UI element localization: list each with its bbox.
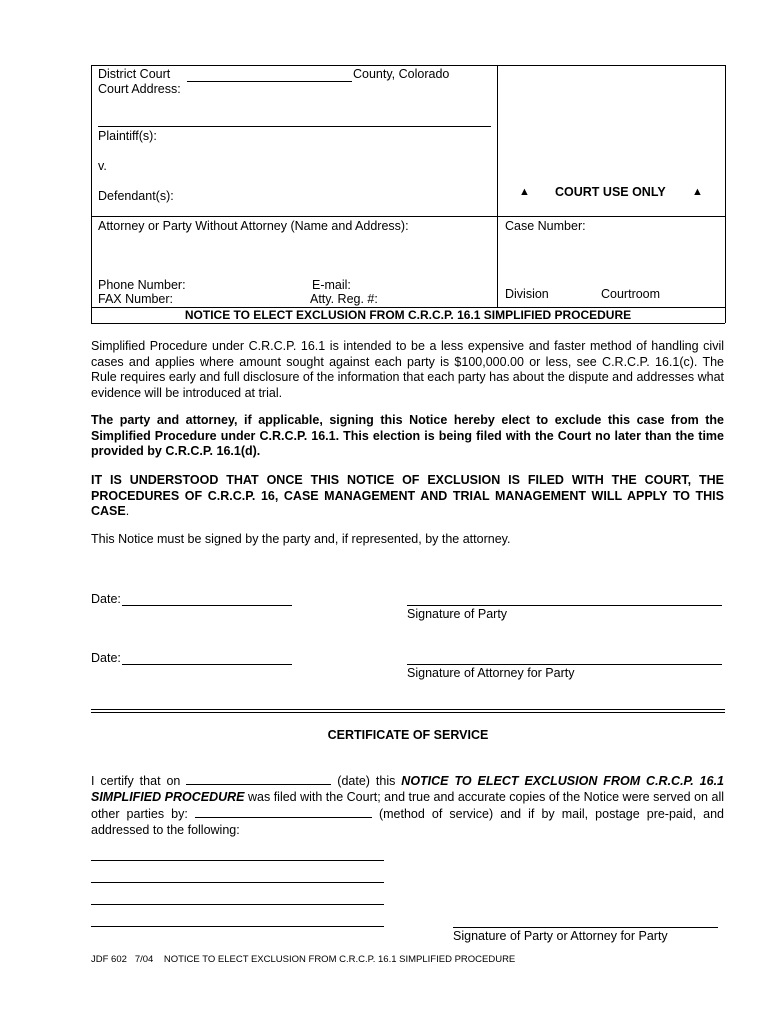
date-party-blank[interactable] [122,605,292,606]
court-use-only-label: COURT USE ONLY [555,185,666,199]
phone-label: Phone Number: [98,278,186,292]
final-signature-line[interactable] [453,927,718,928]
up-arrow-icon: ▲ [692,186,703,198]
party-signature-label: Signature of Party [407,607,508,621]
certificate-text: (date) this [337,774,396,788]
courtroom-label: Courtroom [601,287,661,301]
notice-title: NOTICE TO ELECT EXCLUSION FROM C.R.C.P. 16.1 SIMPLIFIED PROCEDURE [184,308,632,322]
address-line[interactable] [91,882,384,883]
fax-label: FAX Number: [98,292,174,306]
signing-requirement: This Notice must be signed by the party and, if represented, by the attorney. [91,532,511,546]
understanding-paragraph [91,473,724,520]
certificate-text: (method of service) and if by mail, postage pre-paid, and addressed to the following: [91,807,724,837]
service-method-blank[interactable] [195,805,372,818]
final-signature-label: Signature of Party or Attorney for Party [453,929,668,943]
section-divider [91,712,725,713]
address-line[interactable] [91,860,384,861]
date-attorney-blank[interactable] [122,664,292,665]
court-address-label: Court Address: [98,82,181,96]
up-arrow-icon: ▲ [519,186,530,198]
email-label: E-mail: [312,278,351,292]
division-label: Division [505,287,549,301]
county-label: County, Colorado [353,67,450,81]
county-blank[interactable] [187,81,352,82]
service-date-blank[interactable] [186,772,331,785]
intro-paragraph: Simplified Procedure under C.R.C.P. 16.1 is intended to be a less expensive and faster method of handling civil cases and applies where amount sought against each party is $100,000.00 or less, see C.R.C.P. 16.1(c). The Rule requires early and full disclosure of the information that each party has about the dispute and addresses what evidence will be introduced at trial. [91,339,725,400]
understanding-text: IT IS UNDERSTOOD THAT ONCE THIS NOTICE OF EXCLUSION IS FILED WITH THE COURT, THE PROCEDURES OF C.R.C.P. 16, CASE MANAGEMENT AND TRIAL MANAGEMENT WILL APPLY TO THIS CASE [91,473,724,518]
address-line[interactable] [91,904,384,905]
party-signature-line[interactable] [407,605,722,606]
certificate-document-name: NOTICE TO ELECT EXCLUSION FROM C.R.C.P. 16.1 SIMPLIFIED PROCEDURE [91,774,725,804]
attorney-label: Attorney or Party Without Attorney (Name and Address): [98,219,409,233]
defendants-label: Defendant(s): [98,189,174,203]
attorney-signature-label: Signature of Attorney for Party [407,666,575,680]
understanding-period: . [125,504,130,518]
election-paragraph: The party and attorney, if applicable, signing this Notice hereby elect to exclude this case from the Simplified Procedure under C.R.C.P. 16.1. This election is being filed with the Court no later than the time provided by C.R.C.P. 16.1(d). [91,413,724,458]
versus-label: v. [98,159,107,173]
case-number-label: Case Number: [505,219,586,233]
date-label: Date: [91,592,121,606]
certificate-text: I certify that on [91,774,181,788]
footer-text: JDF 602 7/04 NOTICE TO ELECT EXCLUSION FROM C.R.C.P. 16.1 SIMPLIFIED PROCEDURE [91,954,516,965]
section-divider [91,709,725,710]
court-address-line[interactable] [98,126,491,127]
address-line[interactable] [91,926,384,927]
certificate-text: was filed with the Court; and true and accurate copies of the Notice were served on all other parties by: [91,789,724,821]
certificate-title: CERTIFICATE OF SERVICE [327,728,489,742]
certificate-paragraph [91,772,724,838]
district-court-label: District Court [98,67,171,81]
plaintiffs-label: Plaintiff(s): [98,129,157,143]
attorney-signature-line[interactable] [407,664,722,665]
atty-reg-label: Atty. Reg. #: [310,292,378,306]
date-label: Date: [91,651,121,665]
